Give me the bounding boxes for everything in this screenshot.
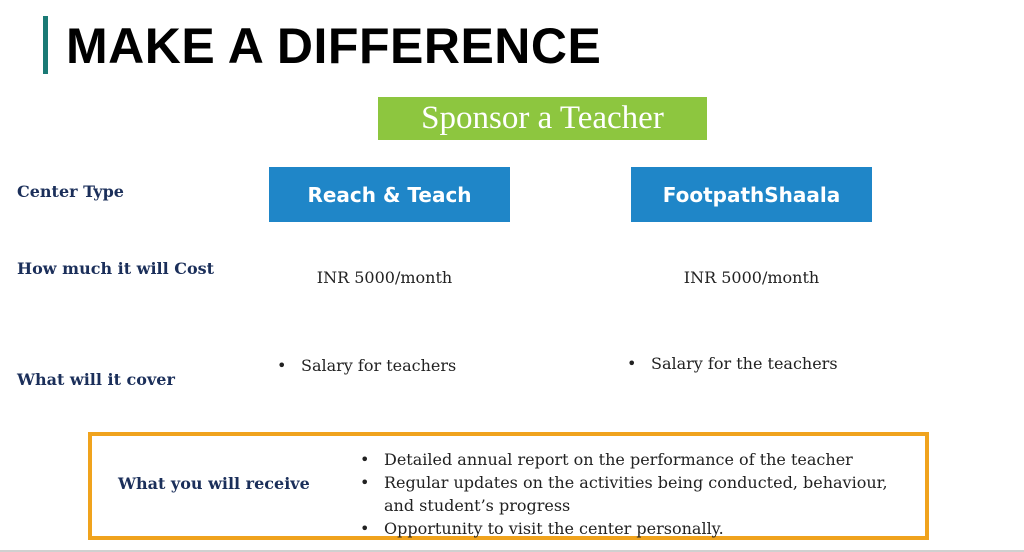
list-item [360, 517, 900, 540]
list-item [360, 448, 900, 471]
center-type-reach-and-teach: Reach & Teach [269, 167, 510, 222]
page-title: MAKE A DIFFERENCE [66, 18, 602, 74]
cover-text: Salary for teachers [301, 356, 457, 375]
receive-item-text: Opportunity to visit the center personally. [384, 519, 724, 538]
center-type-footpathshaala: FootpathShaala [631, 167, 872, 222]
cover-reach-and-teach [277, 356, 456, 375]
bullet-icon: • [277, 356, 287, 375]
subtitle-banner: Sponsor a Teacher [378, 97, 707, 140]
receive-label: What you will receive [118, 474, 310, 493]
cover-footpathshaala [627, 354, 838, 373]
cost-reach-and-teach: INR 5000/month [316, 268, 453, 287]
row-label-cover: What will it cover [17, 370, 175, 389]
title-accent-bar [43, 16, 48, 74]
cover-text: Salary for the teachers [651, 354, 838, 373]
receive-item-text: Regular updates on the activities being conducted, behaviour, and student’s progress [384, 473, 888, 515]
bullet-icon: • [360, 450, 370, 469]
bullet-icon: • [360, 473, 370, 492]
receive-item-text: Detailed annual report on the performance of the teacher [384, 450, 853, 469]
row-label-center-type: Center Type [17, 182, 124, 201]
bullet-icon: • [360, 519, 370, 538]
row-label-cost: How much it will Cost [17, 259, 215, 278]
list-item [360, 471, 900, 517]
bullet-icon: • [627, 354, 637, 373]
receive-list [360, 448, 900, 540]
cost-footpathshaala: INR 5000/month [683, 268, 820, 287]
